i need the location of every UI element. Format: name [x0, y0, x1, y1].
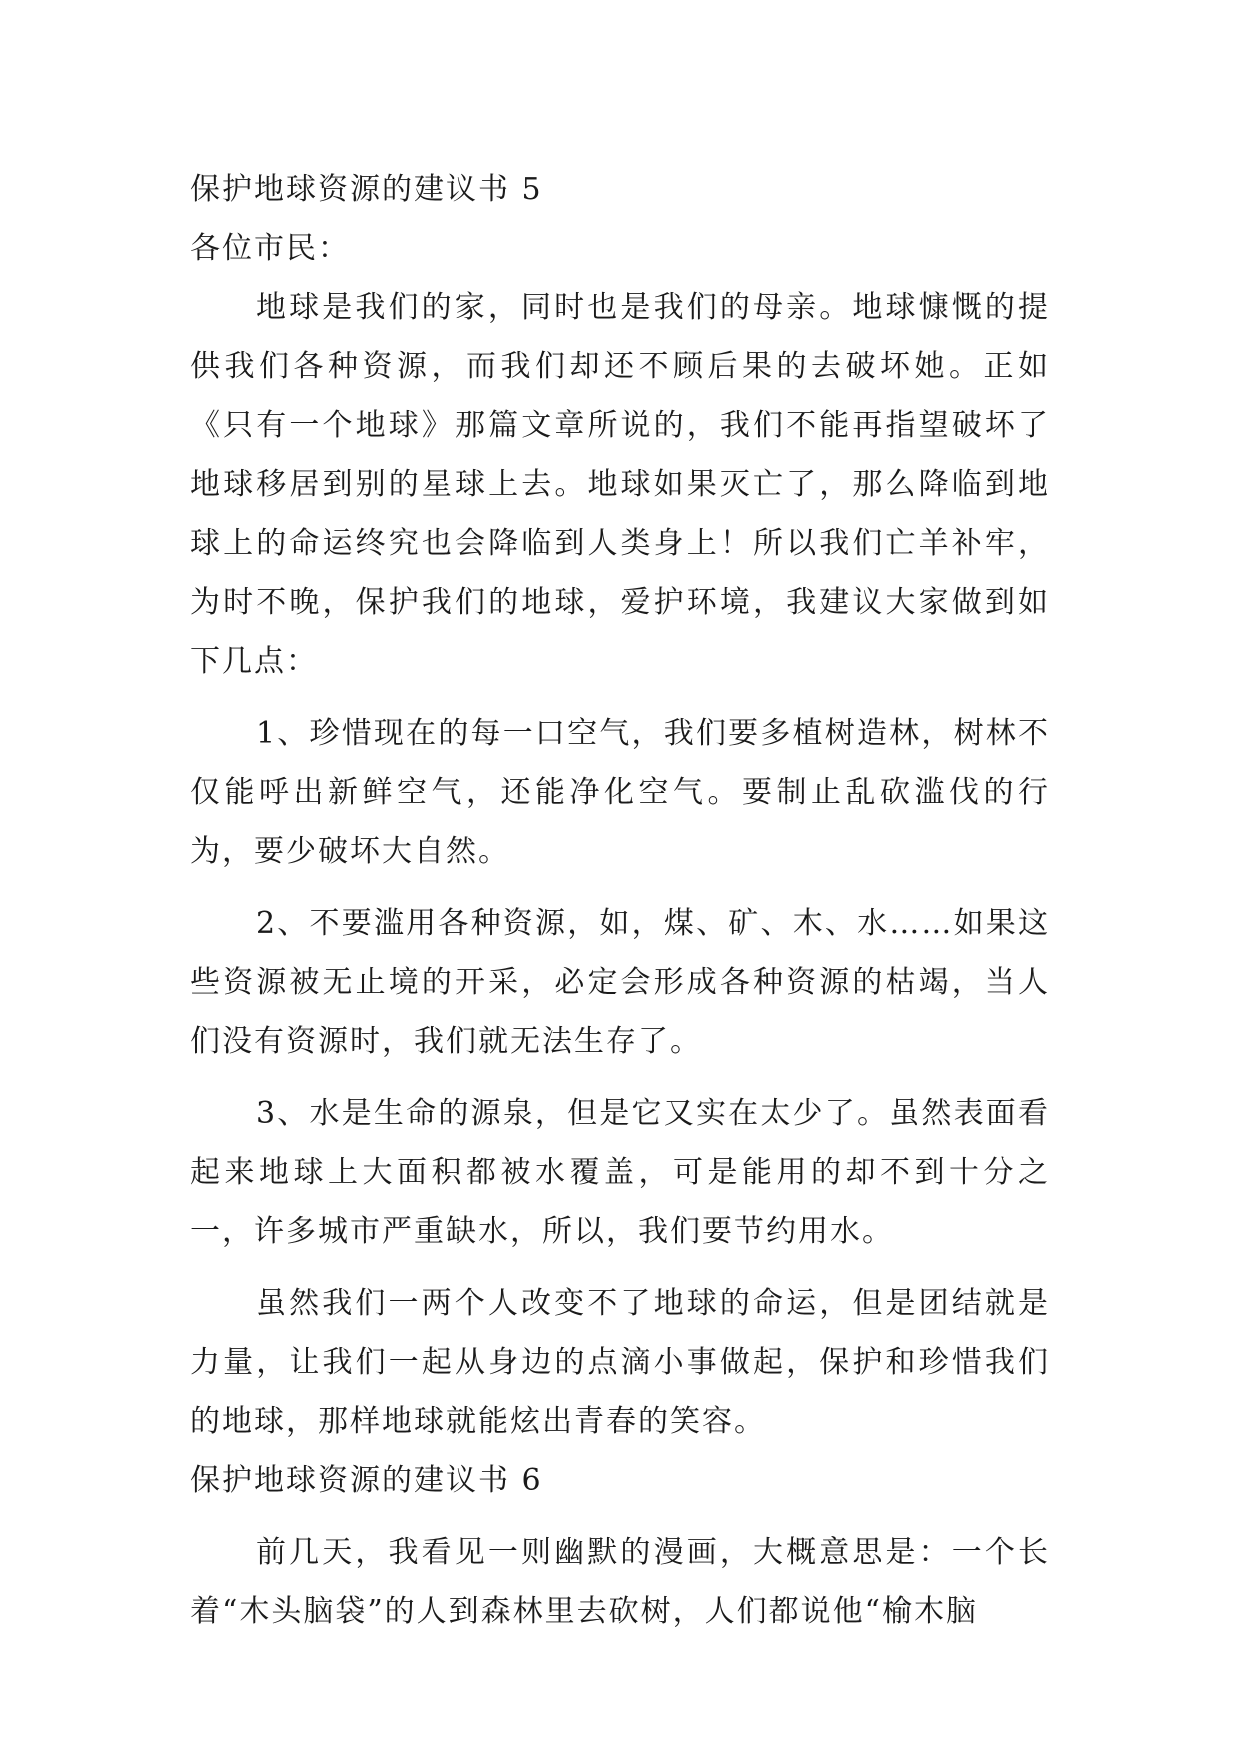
- letter-5-title: 保护地球资源的建议书 5: [190, 172, 543, 207]
- letter-5-paragraph-closing: 虽然我们一两个人改变不了地球的命运，但是团结就是力量，让我们一起从身边的点滴小事做起，保护和珍惜我们的地球，那样地球就能炫出青春的笑容。: [190, 1286, 1050, 1439]
- letter-5-paragraph-intro: 地球是我们的家，同时也是我们的母亲。地球慷慨的提供我们各种资源，而我们却还不顾后果的去破坏她。正如《只有一个地球》那篇文章所说的，我们不能再指望破坏了地球移居到别的星球上去。地球如果灭亡了，那么降临到地球上的命运终究也会降临到人类身上！所以我们亡羊补牢，为时不晚，保护我们的地球，爱护环境，我建议大家做到如下几点：: [190, 290, 1050, 679]
- document-body: [190, 160, 1050, 1641]
- letter-5-paragraph-point-3: 3、水是生命的源泉，但是它又实在太少了。虽然表面看起来地球上大面积都被水覆盖，可是能用的却不到十分之一，许多城市严重缺水，所以，我们要节约用水。: [190, 1096, 1050, 1249]
- letter-5-paragraph-point-1: 1、珍惜现在的每一口空气，我们要多植树造林，树林不仅能呼出新鲜空气，还能净化空气。要制止乱砍滥伐的行为，要少破坏大自然。: [190, 716, 1050, 869]
- letter-5-paragraph-point-2: 2、不要滥用各种资源，如，煤、矿、木、水……如果这些资源被无止境的开采，必定会形成各种资源的枯竭，当人们没有资源时，我们就无法生存了。: [190, 906, 1050, 1059]
- letter-6-title: 保护地球资源的建议书 6: [190, 1463, 543, 1498]
- letter-6-paragraph-intro: 前几天，我看见一则幽默的漫画，大概意思是：一个长着“木头脑袋”的人到森林里去砍树，人们都说他“榆木脑: [190, 1535, 1050, 1629]
- letter-5-salutation: 各位市民：: [190, 231, 350, 266]
